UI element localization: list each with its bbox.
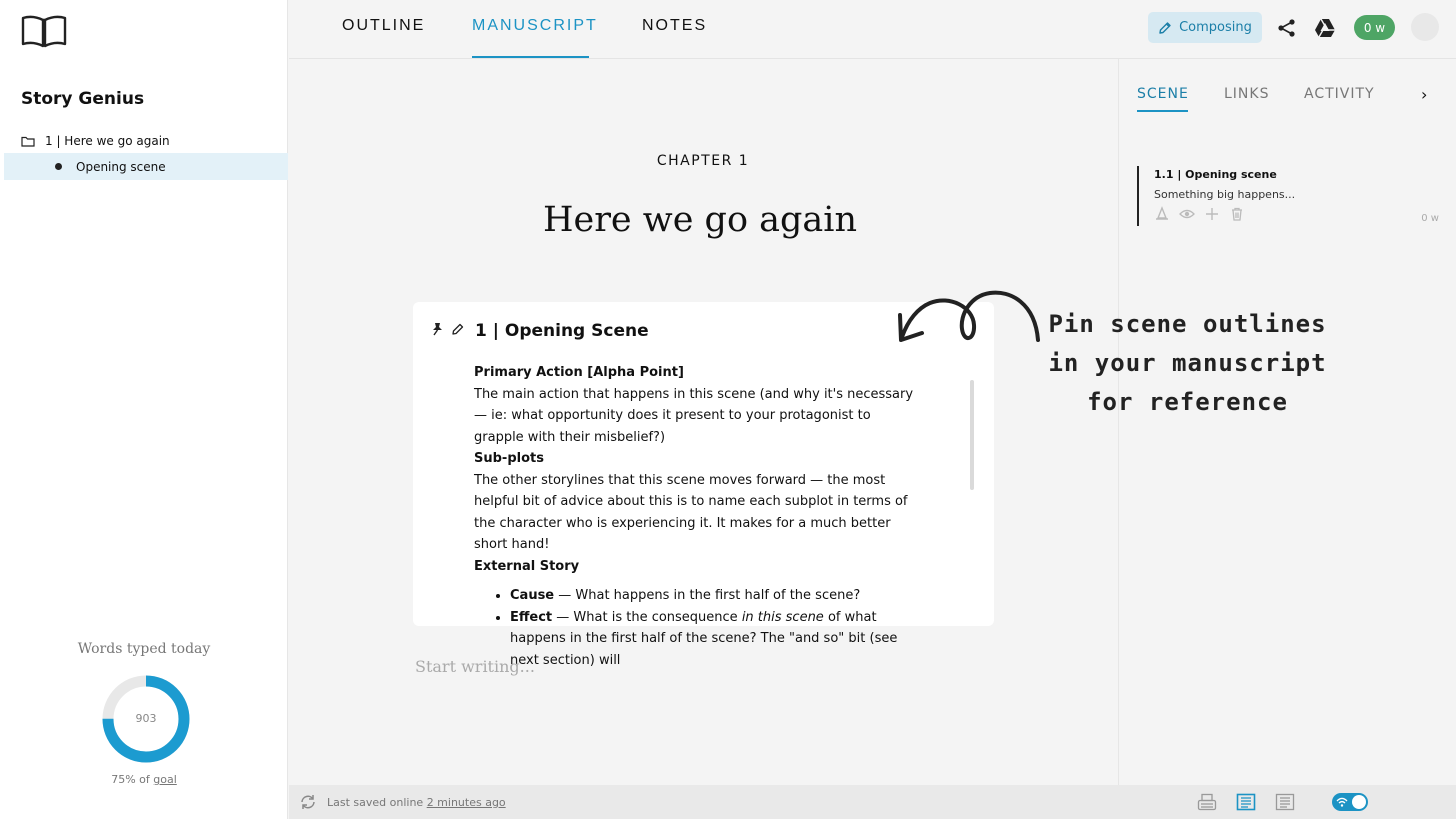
- card-scrollbar[interactable]: [970, 380, 974, 490]
- goal-link[interactable]: goal: [153, 773, 177, 786]
- scene-title: 1.1 | Opening scene: [1154, 168, 1277, 181]
- words-count: 903: [135, 712, 157, 725]
- online-sync-toggle[interactable]: [1332, 793, 1368, 811]
- primary-action-text: The main action that happens in this scene (and why it's necessary — ie: what opportunity does it present to your protagonist to grapple with their misbelief?): [474, 386, 914, 445]
- sidebar-chapter-label: 1 | Here we go again: [45, 134, 170, 148]
- tab-activity[interactable]: ACTIVITY: [1304, 86, 1375, 102]
- card-body: [474, 362, 918, 671]
- scene-word-count: 0 w: [1421, 213, 1439, 224]
- scene-dot-icon: [55, 163, 62, 170]
- share-icon[interactable]: [1277, 18, 1297, 38]
- chapter-label: CHAPTER 1: [656, 153, 750, 169]
- annotation-text: [1040, 305, 1335, 422]
- tab-manuscript[interactable]: MANUSCRIPT: [472, 17, 598, 34]
- word-count-badge[interactable]: 0 w: [1354, 15, 1395, 40]
- composing-label: Composing: [1179, 20, 1252, 35]
- scene-actions: [1154, 207, 1439, 221]
- card-actions: [431, 322, 464, 336]
- subplots-text: The other storylines that this scene moves forward — the most helpful bit of advice about this is to name each subplot in terms of the character who is experiencing it. It makes for a much better short hand!: [474, 472, 908, 552]
- goal-line: [0, 773, 288, 786]
- annotation-line: in your manuscript: [1048, 349, 1327, 377]
- list-item: • Cause — What happens in the first half of the scene?: [510, 585, 918, 607]
- saved-prefix: Last saved online: [327, 796, 427, 809]
- page-view-icon[interactable]: [1236, 793, 1256, 811]
- scene-details-panel: [1118, 59, 1456, 785]
- status-bar: [289, 785, 1456, 819]
- sidebar-scene-label: Opening scene: [76, 159, 166, 174]
- active-tab-underline: [472, 56, 589, 58]
- pencil-icon: [1158, 21, 1172, 35]
- sidebar-scene-item[interactable]: [4, 153, 288, 180]
- annotation-line: for reference: [1087, 388, 1288, 416]
- external-story-heading: External Story: [474, 558, 580, 574]
- words-typed-title: Words typed today: [77, 641, 211, 657]
- scene-card[interactable]: [1137, 166, 1439, 226]
- curly-arrow-icon: [890, 285, 1050, 355]
- wizard-hat-icon[interactable]: [1154, 207, 1170, 221]
- folder-icon: [21, 136, 35, 147]
- project-title[interactable]: Story Genius: [21, 89, 145, 109]
- plus-icon[interactable]: [1204, 207, 1220, 221]
- composing-button[interactable]: [1148, 12, 1262, 43]
- edit-pencil-icon[interactable]: [451, 322, 464, 336]
- wifi-icon: [1336, 796, 1348, 808]
- text-view-icon[interactable]: [1275, 793, 1295, 811]
- scene-description: Something big happens...: [1154, 188, 1296, 201]
- external-story-list: [510, 585, 918, 671]
- top-bar: [289, 0, 1456, 59]
- primary-action-heading: Primary Action [Alpha Point]: [474, 365, 684, 380]
- chevron-right-icon[interactable]: ›: [1421, 85, 1428, 104]
- google-drive-icon[interactable]: [1314, 18, 1336, 38]
- annotation-line: Pin scene outlines: [1048, 310, 1327, 338]
- tab-outline[interactable]: OUTLINE: [342, 17, 426, 34]
- tab-scene[interactable]: SCENE: [1137, 86, 1189, 102]
- saved-time-link[interactable]: 2 minutes ago: [426, 796, 506, 809]
- manuscript-editor-placeholder[interactable]: Start writing...: [415, 657, 535, 676]
- last-saved-text: [327, 796, 506, 809]
- goal-prefix: 75% of: [111, 773, 154, 786]
- subplots-heading: Sub-plots: [474, 451, 544, 466]
- eye-icon[interactable]: [1179, 207, 1195, 221]
- active-right-tab-underline: [1137, 110, 1188, 112]
- list-item: • Effect — What is the consequence in this scene of what happens in the first half of the scene? The "and so" bit (see next section) will: [510, 607, 918, 672]
- open-book-logo-icon[interactable]: [21, 13, 67, 49]
- tab-links[interactable]: LINKS: [1224, 86, 1270, 102]
- sidebar: [0, 0, 288, 819]
- card-title: 1 | Opening Scene: [475, 321, 649, 341]
- sidebar-chapter-item[interactable]: [21, 131, 170, 151]
- avatar[interactable]: [1411, 13, 1439, 41]
- pin-icon[interactable]: [431, 322, 444, 336]
- trash-icon[interactable]: [1229, 207, 1245, 221]
- typewriter-icon[interactable]: [1197, 793, 1217, 811]
- tab-notes[interactable]: NOTES: [642, 17, 708, 34]
- chapter-title[interactable]: Here we go again: [542, 200, 858, 240]
- sync-icon[interactable]: [299, 794, 317, 810]
